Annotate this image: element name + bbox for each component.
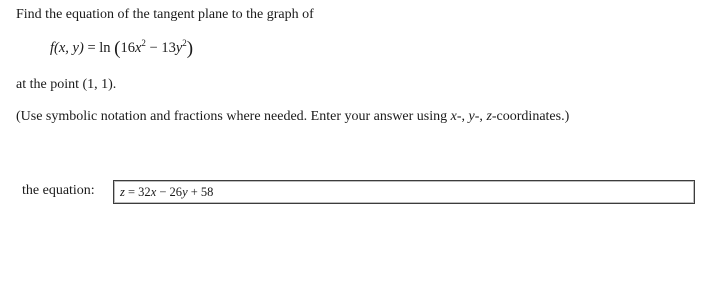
answer-y: y	[182, 185, 188, 199]
formula-term2-exponent: 2	[182, 38, 187, 48]
answer-x: x	[150, 185, 157, 199]
formula-term1-exponent: 2	[141, 38, 146, 48]
instructions-y: y	[468, 109, 475, 124]
formula-close-paren: )	[186, 38, 194, 59]
instructions-sep1: -,	[456, 109, 469, 124]
formula-term1-coef: 16	[120, 40, 135, 56]
problem-intro: Find the equation of the tangent plane to the graph of	[16, 7, 314, 22]
formula-term2-var: y	[175, 40, 183, 56]
formula-arguments: (x, y)	[54, 40, 84, 56]
answer-eq: = 32	[124, 185, 151, 199]
instructions-before: (Use symbolic notation and fractions where needed. Enter your answer using	[16, 109, 451, 124]
function-formula	[50, 36, 193, 58]
answer-row	[22, 180, 696, 206]
instructions-x: x	[450, 109, 457, 124]
answer-label: the equation:	[22, 183, 95, 198]
formula-term2-coef: 13	[161, 40, 176, 56]
instructions-sep2: -,	[474, 109, 487, 124]
instructions-z: z	[486, 109, 492, 124]
answer-value	[120, 185, 213, 200]
formula-term1-var: x	[134, 40, 142, 56]
instructions-after: -coordinates.)	[491, 109, 570, 124]
instructions-text	[16, 109, 569, 125]
point-text: at the point (1, 1).	[16, 77, 117, 92]
formula-function-name: f	[50, 40, 55, 56]
formula-open-paren: (	[114, 38, 121, 59]
formula-ln: ln	[99, 40, 111, 56]
answer-rest: + 58	[187, 185, 214, 199]
answer-z: z	[120, 185, 125, 199]
answer-minus: − 26	[156, 185, 183, 199]
formula-equals: =	[87, 40, 96, 56]
answer-input[interactable]	[113, 180, 695, 204]
formula-minus: −	[149, 40, 158, 56]
